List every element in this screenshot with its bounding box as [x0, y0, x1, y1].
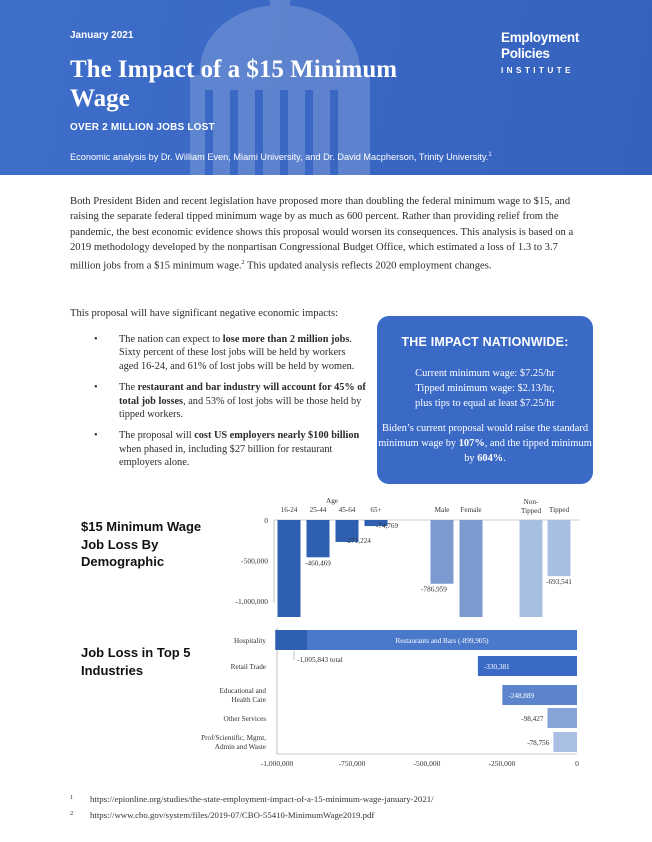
category-label: 45-64 [338, 506, 356, 514]
impact-title: THE IMPACT NATIONWIDE: [401, 335, 569, 349]
value-label: -74,769 [375, 522, 399, 531]
intro-paragraph: Both President Biden and recent legislation have proposed more than doubling the federal minimum wage to $15, and raising the separate federal tipped minimum wage by as much as 600 percent. Rather than providing relief from the pandemic, the best economic evidence shows this proposal would worsen its consequences. This analysis is based on a 2019 methodology developed by the nonpartisan Congressional Budget Office, which estimated a loss of 1.3 to 3.7 million jobs from a $15 minimum wage.$^2$ This updated analysis reflects 2020 employment changes. [70, 196, 574, 272]
category-label: Admin and Waste [214, 743, 266, 751]
bar-tipped [548, 520, 571, 576]
page-subtitle: OVER 2 MILLION JOBS LOST [70, 122, 215, 133]
value-label: -693,541 [546, 578, 572, 587]
footnote-2: 2 https://www.cbo.gov/system/files/2019-07/CBO-55410-MinimumWage2019.pdf [70, 810, 375, 820]
category-label: Female [460, 506, 482, 514]
value-label: -271,224 [345, 536, 371, 545]
industry-bar [547, 708, 577, 728]
category-label: Educational and [219, 687, 266, 695]
category-label: Non- [523, 498, 539, 506]
category-label: Male [434, 506, 450, 514]
x-tick-label: -1,000,000 [260, 759, 294, 768]
y-tick-label: -500,000 [241, 556, 268, 566]
impacts-lead: This proposal will have significant negative economic impacts: [70, 308, 339, 319]
bar-female [460, 520, 483, 617]
category-label: 65+ [370, 506, 382, 514]
category-label: Retail Trade [230, 663, 266, 671]
demographic-bar-chart [200, 492, 590, 617]
author-credit: Economic analysis by Dr. William Even, Miami University, and Dr. David Macpherson, Trinity University.$^1$ [70, 152, 492, 163]
impact-line: Current minimum wage: $7.25/hr [415, 368, 555, 379]
y-tick-label: -1,000,000 [235, 597, 268, 606]
list-item: • The restaurant and bar industry will account for 45% of total job losses, and 53% of lost jobs will be those held by tipped workers. [94, 382, 366, 421]
industry-chart-title: Job Loss in Top 5 Industries [81, 645, 191, 678]
list-item: • The proposal will cost US employers nearly $100 billion when phased in, including $27 billion for restaurant employers alone. [94, 430, 360, 469]
value-label: -78,756 [527, 739, 550, 747]
impact-line: Tipped minimum wage: $2.13/hr, [415, 383, 555, 394]
category-label: Tipped [520, 507, 542, 515]
x-tick-label: -500,000 [413, 759, 441, 768]
footnote-1: 1 https://epionline.org/studies/the-state-employment-impact-of-a-15-minimum-wage-january-2021/ [70, 794, 434, 804]
bar-male [431, 520, 454, 584]
category-label: Tipped [548, 506, 570, 514]
demographic-chart-title: $15 Minimum Wage Job Loss By Demographic [81, 519, 202, 569]
report-date: January 2021 [70, 30, 134, 41]
value-label: -1,005,843 total [297, 656, 343, 664]
page-title: The Impact of a $15 Minimum Wage [70, 56, 398, 112]
value-label: -98,427 [521, 715, 544, 723]
epi-logo: Employment Policies INSTITUTE [501, 30, 580, 75]
category-label: Hospitality [234, 637, 266, 645]
industry-bar-chart [180, 622, 590, 772]
header-banner [0, 0, 652, 175]
impact-summary: Biden’s current proposal would raise the standard minimum wage by 107%, and the tipped minimum by 604%. [378, 423, 592, 464]
group-label-age: Age [326, 497, 338, 505]
segment-label: Restaurants and Bars (-899,905) [395, 637, 489, 645]
list-item: • The nation can expect to lose more than 2 million jobs. Sixty percent of these lost jobs will be held by workers aged 16-24, and 61% of lost jobs will be held by women. [94, 334, 355, 372]
industry-bar [553, 732, 577, 752]
impact-line: plus tips to equal at least $7.25/hr [415, 398, 555, 409]
bar-16-24 [278, 520, 301, 617]
bar-non-tipped [520, 520, 543, 617]
impact-bullets [94, 333, 366, 478]
y-tick-label: 0 [264, 516, 268, 525]
category-label: Prof/Scientific, Mgmt, [201, 734, 266, 742]
value-label: -460,469 [305, 559, 331, 568]
value-label: -248,889 [508, 692, 535, 700]
bar-25-44 [307, 520, 330, 557]
category-label: 25-44 [309, 506, 327, 514]
x-tick-label: -750,000 [338, 759, 366, 768]
impact-nationwide-box [377, 316, 593, 484]
category-label: Health Care [231, 696, 266, 704]
value-label: -786,959 [421, 585, 447, 594]
category-label: Other Services [223, 715, 266, 723]
category-label: 16-24 [280, 506, 298, 514]
value-label: -330,381 [483, 663, 510, 671]
x-tick-label: 0 [575, 759, 579, 768]
x-tick-label: -250,000 [488, 759, 516, 768]
